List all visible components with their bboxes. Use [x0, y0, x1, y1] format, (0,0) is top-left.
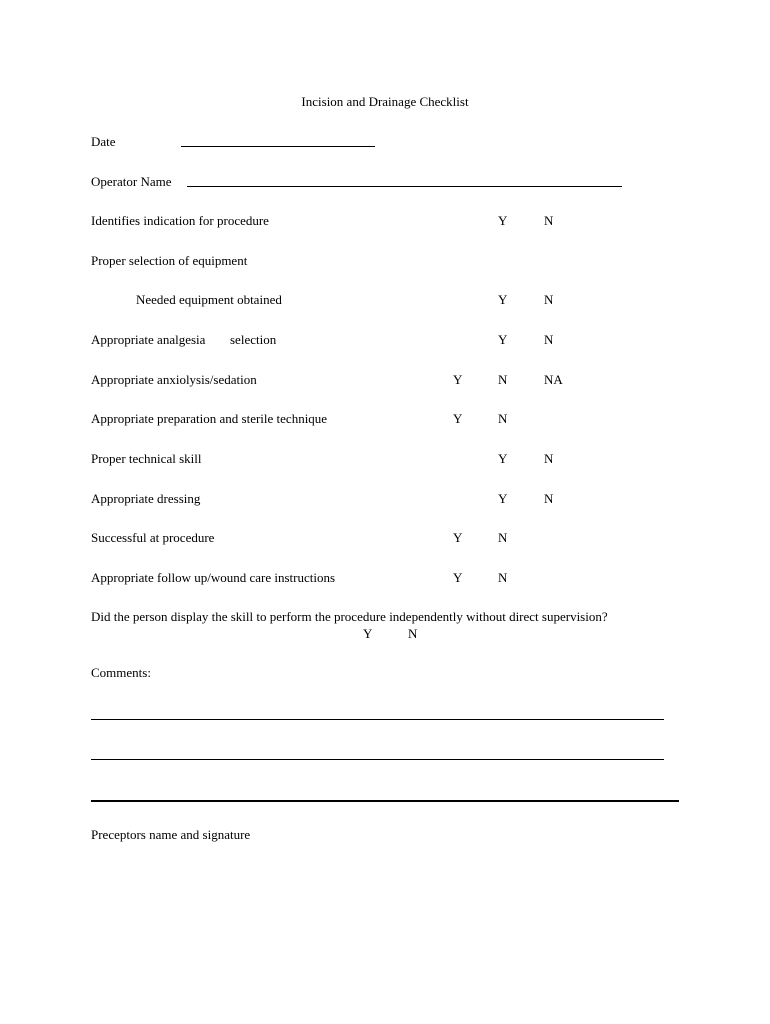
item-label: Identifies indication for procedure — [91, 213, 269, 228]
item-label: Appropriate follow up/wound care instructions — [91, 570, 336, 585]
option-n[interactable]: N — [544, 292, 554, 307]
date-label: Date — [91, 134, 116, 149]
comments-label: Comments: — [91, 665, 151, 680]
option-n[interactable]: N — [544, 451, 554, 466]
preceptor-label: Preceptors name and signature — [91, 827, 251, 842]
option-n[interactable]: N — [544, 213, 554, 228]
option-y[interactable]: Y — [498, 292, 508, 307]
option-n[interactable]: N — [544, 491, 554, 506]
date-field[interactable] — [181, 146, 375, 147]
item-label: Proper selection of equipment — [91, 253, 248, 268]
option-y[interactable]: Y — [453, 411, 463, 426]
item-label: Appropriate anxiolysis/sedation — [91, 372, 257, 387]
item-label: Appropriate analgesia — [91, 332, 206, 347]
item-label: Successful at procedure — [91, 530, 215, 545]
item-label: Proper technical skill — [91, 451, 202, 466]
option-y[interactable]: Y — [498, 451, 508, 466]
question-option-y[interactable]: Y — [363, 626, 373, 641]
option-y[interactable]: Y — [498, 332, 508, 347]
question-option-n[interactable]: N — [408, 626, 418, 641]
option-n[interactable]: N — [544, 332, 554, 347]
option-y[interactable]: Y — [498, 491, 508, 506]
option-n[interactable]: N — [498, 411, 508, 426]
item-label: Appropriate preparation and sterile technique — [91, 411, 328, 426]
operator-name-label: Operator Name — [91, 174, 172, 189]
supervision-question: Did the person display the skill to perform the procedure independently without direct supervision? — [91, 609, 608, 624]
option-y[interactable]: Y — [498, 213, 508, 228]
operator-name-field[interactable] — [187, 186, 622, 187]
option-y[interactable]: Y — [453, 530, 463, 545]
option-n[interactable]: N — [498, 372, 508, 387]
option-y[interactable]: Y — [453, 570, 463, 585]
option-y[interactable]: Y — [453, 372, 463, 387]
option-n[interactable]: N — [498, 530, 508, 545]
page-title: Incision and Drainage Checklist — [301, 94, 469, 109]
item-label: Appropriate dressing — [91, 491, 201, 506]
item-label-secondary: selection — [230, 332, 277, 347]
option-n[interactable]: N — [498, 570, 508, 585]
option-na[interactable]: NA — [544, 372, 563, 387]
comments-line[interactable] — [91, 759, 664, 760]
comments-line[interactable] — [91, 719, 664, 720]
item-label: Needed equipment obtained — [136, 292, 282, 307]
signature-line[interactable] — [91, 800, 679, 802]
